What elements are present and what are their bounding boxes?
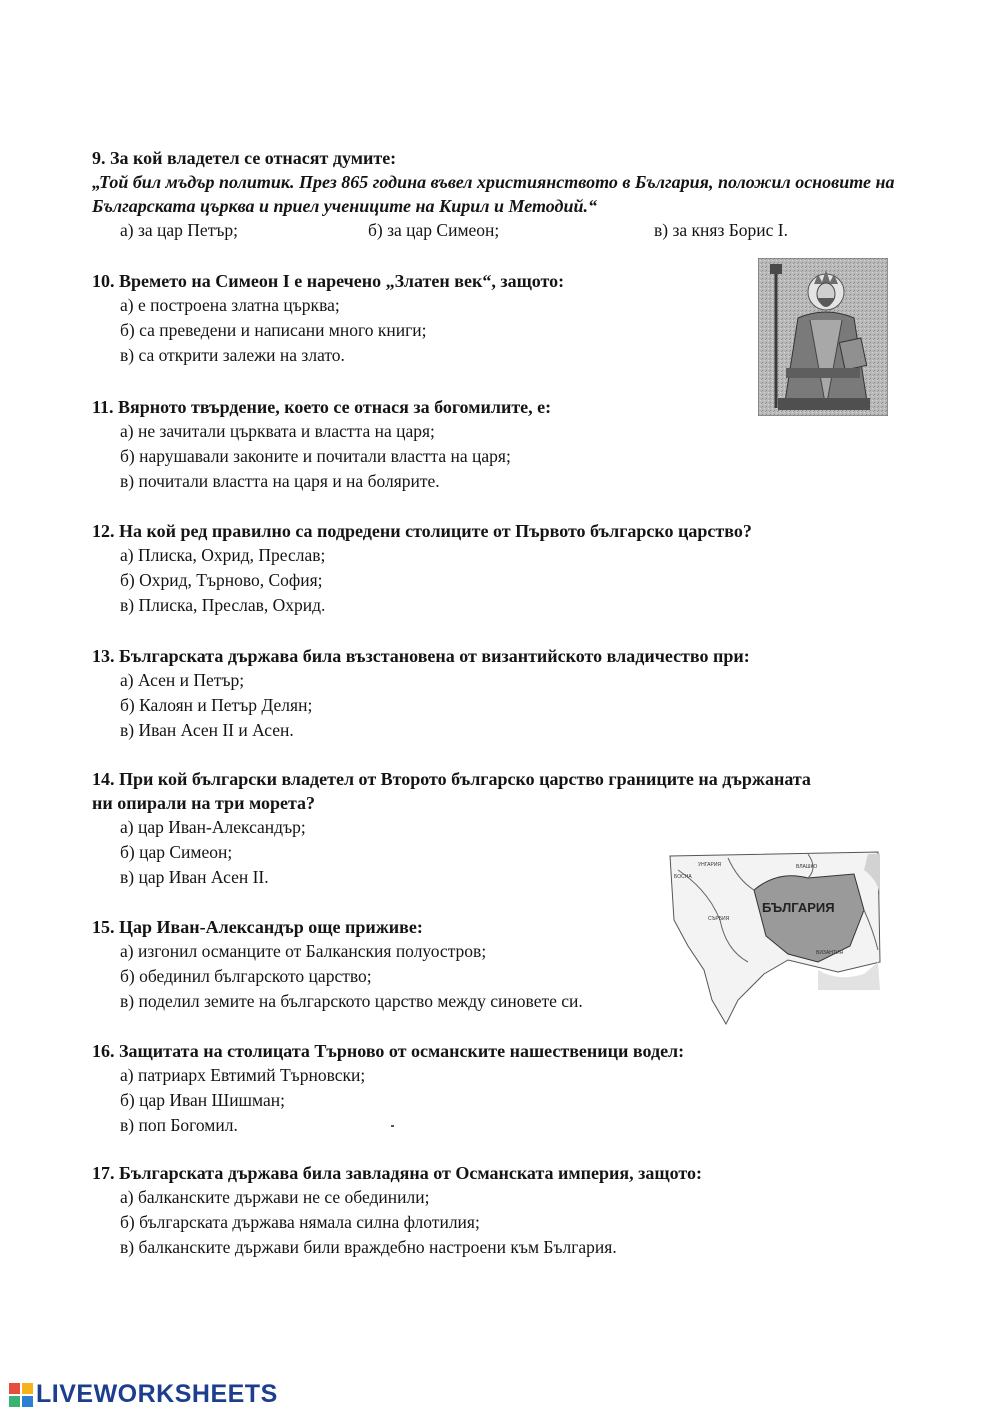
question-9-quote: „Той бил мъдър политик. През 865 година въвел християнството в България, положил основите на Българската църква и приел учениците на Кирил и Методий.“ xyxy=(92,172,895,216)
question-15-option-a[interactable]: а) изгонил османците от Балканския полуостров; xyxy=(120,941,487,961)
question-12-title: 12. На кой ред правилно са подредени столиците от Първото българско царство? xyxy=(92,521,752,541)
question-12-option-a[interactable]: а) Плиска, Охрид, Преслав; xyxy=(120,545,326,565)
question-10-option-a[interactable]: а) е построена златна църква; xyxy=(120,295,340,315)
question-16 xyxy=(92,1039,960,1138)
map-label-hungary: УНГАРИЯ xyxy=(698,862,722,868)
question-11-option-c[interactable]: в) почитали властта на царя и на болярите. xyxy=(120,471,440,491)
question-14-option-c[interactable]: в) цар Иван Асен II. xyxy=(120,867,269,887)
map-label-byzantium: ВИЗАНТИЯ xyxy=(816,950,844,956)
question-15-title: 15. Цар Иван-Александър още приживе: xyxy=(92,917,423,937)
question-17-option-a[interactable]: а) балканските държави не се обединили; xyxy=(120,1187,430,1207)
liveworksheets-logo-icon xyxy=(8,1382,34,1408)
question-17-title: 17. Българската държава била завладяна от Османската империя, защото: xyxy=(92,1163,702,1183)
question-11-title: 11. Вярното твърдение, което се отнася за богомилите, е: xyxy=(92,397,552,417)
tsar-simeon-portrait-image xyxy=(758,258,888,416)
question-12-option-b[interactable]: б) Охрид, Търново, София; xyxy=(120,570,323,590)
question-13 xyxy=(92,644,960,743)
question-17 xyxy=(92,1161,960,1260)
question-11-option-b[interactable]: б) нарушавали законите и почитали властта на царя; xyxy=(120,446,511,466)
question-14-option-b[interactable]: б) цар Симеон; xyxy=(120,842,233,862)
map-label-serbia: СЪРБИЯ xyxy=(708,916,730,922)
question-12-option-c[interactable]: в) Плиска, Преслав, Охрид. xyxy=(120,595,326,615)
map-label-bosnia: БОСНА xyxy=(674,874,692,880)
question-15-option-c[interactable]: в) поделил земите на българското царство между синовете си. xyxy=(120,991,583,1011)
question-17-option-c[interactable]: в) балканските държави били враждебно настроени към България. xyxy=(120,1237,617,1257)
map-label-bulgaria: БЪЛГАРИЯ xyxy=(762,900,835,915)
question-13-option-b[interactable]: б) Калоян и Петър Делян; xyxy=(120,695,313,715)
question-12 xyxy=(92,519,960,618)
question-9-title: 9. За кой владетел се отнасят думите: xyxy=(92,148,397,168)
map-label-wallachia: ВЛАШКО xyxy=(796,864,818,870)
question-9-option-c[interactable]: в) за княз Борис I. xyxy=(654,220,788,240)
question-16-option-c[interactable]: в) поп Богомил. xyxy=(120,1115,238,1135)
footer-branding xyxy=(8,1380,278,1409)
question-14-title: 14. При кой български владетел от Второто българско царство границите на държаната ни опирали на три морета? xyxy=(92,769,811,813)
question-15-option-b[interactable]: б) обединил българското царство; xyxy=(120,966,372,986)
question-10-title: 10. Времето на Симеон I е наречено „Златен век“, защото: xyxy=(92,271,565,291)
question-10-option-c[interactable]: в) са открити залежи на злато. xyxy=(120,345,345,365)
bulgaria-map xyxy=(668,850,882,1026)
question-13-title: 13. Българската държава била възстановена от византийското владичество при: xyxy=(92,646,750,666)
question-13-option-c[interactable]: в) Иван Асен II и Асен. xyxy=(120,720,294,740)
question-10-option-b[interactable]: б) са преведени и написани много книги; xyxy=(120,320,427,340)
question-17-option-b[interactable]: б) българската държава нямала силна флотилия; xyxy=(120,1212,480,1232)
question-16-title: 16. Защитата на столицата Търново от османските нашественици водел: xyxy=(92,1041,685,1061)
question-9-option-b[interactable]: б) за цар Симеон; xyxy=(368,220,500,240)
question-16-option-b[interactable]: б) цар Иван Шишман; xyxy=(120,1090,285,1110)
question-14-option-a[interactable]: а) цар Иван-Александър; xyxy=(120,817,306,837)
footer-brand-text[interactable]: LIVEWORKSHEETS xyxy=(36,1380,278,1408)
question-9 xyxy=(92,146,960,243)
question-16-option-a[interactable]: а) патриарх Евтимий Търновски; xyxy=(120,1065,366,1085)
question-9-option-a[interactable]: а) за цар Петър; xyxy=(120,220,238,240)
scan-speck xyxy=(391,1125,394,1127)
question-9-options xyxy=(92,218,960,243)
question-13-option-a[interactable]: а) Асен и Петър; xyxy=(120,670,245,690)
question-11-option-a[interactable]: а) не зачитали църквата и властта на царя; xyxy=(120,421,435,441)
